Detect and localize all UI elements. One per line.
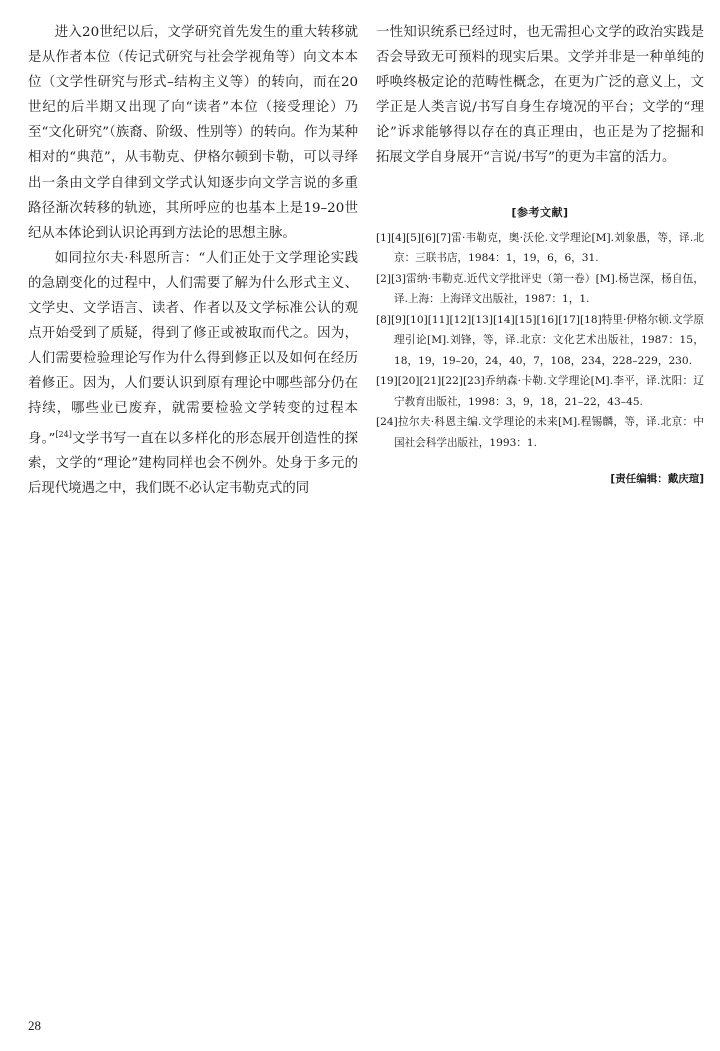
body-paragraph <box>28 246 358 501</box>
right-column <box>376 20 704 486</box>
page-number: 28 <box>28 1018 41 1033</box>
body-paragraph: 进入20世纪以后，文学研究首先发生的重大转移就是从作者本位（传记式研究与社会学视角等）向文本本位（文学性研究与形式–结构主义等）的转向，而在20世纪的后半期又出现了向“读者”本位（接受理论）乃至“文化研究”（族裔、阶级、性别等）的转向。作为某种相对的“典范”，从韦勒克、伊格尔顿到卡勒，可以寻绎出一条由文学自律到文学式认知逐步向文学言说的多重路径渐次转移的轨迹，其所呼应的也基本上是19–20世纪从本体论到认识论再到方法论的思想主脉。 <box>28 25 358 241</box>
reference-item: [2][3]雷纳·韦勒克.近代文学批评史（第一卷）[M].杨岂深，杨自伍，译.上海：上海译文出版社，1987：1，1. <box>376 272 704 306</box>
quote-text: 如同拉尔夫·科恩所言：“人们正处于文学理论实践的急剧变化的过程中，人们需要了解为什么形式主义、文学史、文学语言、读者、作者以及文学标准公认的观点开始受到了质疑，得到了修正或被取而代之。因为，人们需要检验理论写作为什么得到修正以及如何在经历着修正。因为，人们要认识到原有理论中哪些部分仍在持续，哪些业已废弃，就需要检验文学转变的过程本身。” <box>28 250 358 446</box>
left-column <box>28 20 358 501</box>
body-paragraph: 一性知识统系已经过时，也无需担心文学的政治实践是否会导致无可预料的现实后果。文学并非是一种单纯的呼唤终极定论的范畴性概念，在更为广泛的意义上，文学正是人类言说/书写自身生存境况的平台；文学的“理论”诉求能够得以存在的真正理由，也正是为了挖掘和拓展文学自身展开“言说/书写”的更为丰富的活力。 <box>376 25 704 166</box>
references-heading: [参考文献] <box>511 205 569 219</box>
reference-item: [24]拉尔夫·科恩主编.文学理论的未来[M].程锡麟，等，译.北京：中国社会科学出版社，1993：1. <box>376 416 704 449</box>
editor-credit: [责任编辑：戴庆瑄] <box>610 473 704 486</box>
body-text: 文学书写一直在以多样化的形态展开创造性的探索，文学的“理论”建构同样也会不例外。处身于多元的后现代境遇之中，我们既不必认定韦勒克式的同 <box>28 430 358 497</box>
reference-item: [19][20][21][22][23]乔纳森·卡勒.文学理论[M].李平，译.沈阳：辽宁教育出版社，1998：3，9，18，21–22，43–45. <box>376 375 704 408</box>
reference-list <box>376 228 704 454</box>
reference-item: [8][9][10][11][12][13][14][15][16][17][18]特里·伊格尔顿.文学原理引论[M].刘锋，等，译.北京：文化艺术出版社，1987：15，18，19，19–20，24，40，7，108，234，228–229，230. <box>376 313 704 367</box>
reference-item: [1][4][5][6][7]雷·韦勒克，奥·沃伦.文学理论[M].刘象愚，等，译.北京：三联书店，1984：1，19，6，6，31. <box>376 231 704 265</box>
citation-marker: [24] <box>55 429 72 439</box>
